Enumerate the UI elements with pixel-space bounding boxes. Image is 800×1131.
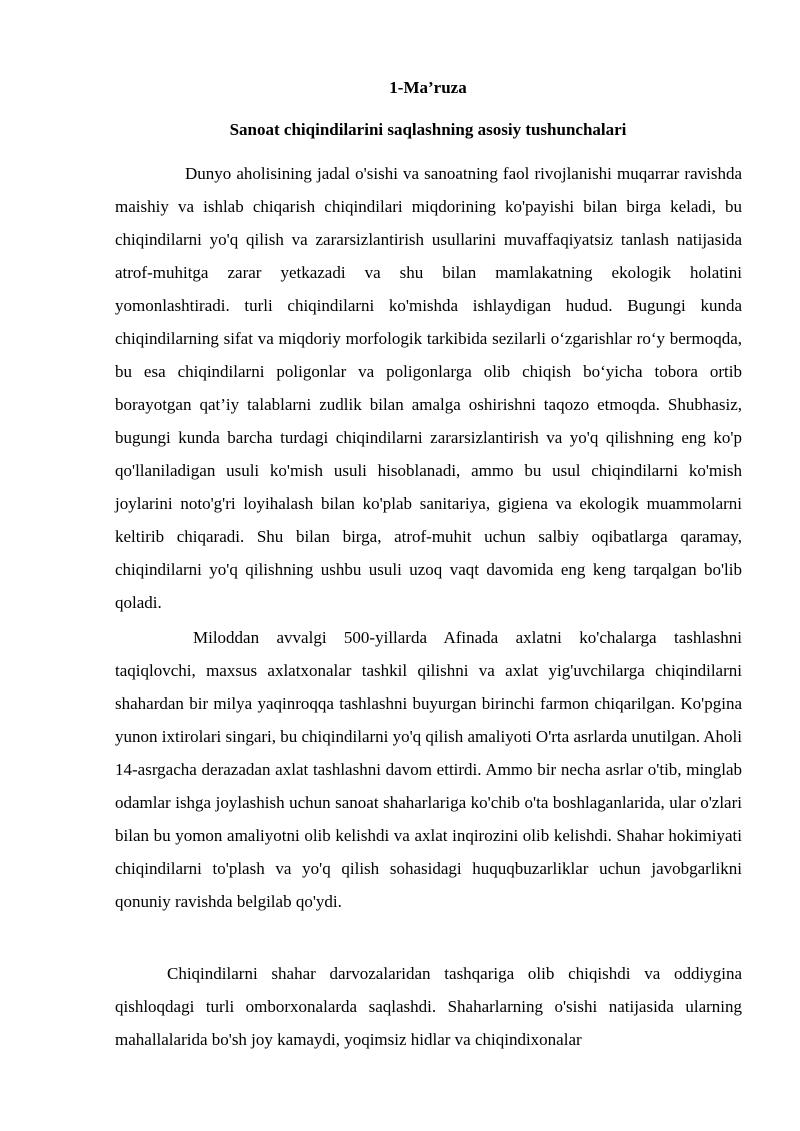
lecture-subtitle: Sanoat chiqindilarini saqlashning asosiy tushunchalari xyxy=(229,120,627,139)
lecture-title: 1-Ma’ruza xyxy=(389,78,467,97)
paragraph-3: Chiqindilarni shahar darvozalaridan tashqariga olib chiqishdi va oddiygina qishloqdagi turli omborxonalarda saqlashdi. Shaharlarning o'sishi natijasida ularning mahallalarida bo'sh joy kamaydi, yoqimsiz hidlar va chiqindixonalar xyxy=(115,964,742,1049)
paragraph-1: Dunyo aholisining jadal o'sishi va sanoatning faol rivojlanishi muqarrar ravishda maishiy va ishlab chiqarish chiqindilari miqdorining ko'payishi bilan birga keladi, bu chiqindilarni yo'q qilish va zararsizlantirish usullarini muvaffaqiyatsiz tanlash natijasida atrof-muhitga zarar yetkazadi va shu bilan mamlakatning ekologik holatini yomonlashtiradi. turli chiqindilarni ko'mishda ishlaydigan hudud. Bugungi kunda chiqindilarning sifat va miqdoriy morfologik tarkibida sezilarli o‘zgarishlar ro‘y bermoqda, bu esa chiqindilarni poligonlar va poligonlarga olib chiqish bo‘yicha tobora ortib borayotgan qat’iy talablarni zudlik bilan amalga oshirishni taqozo etmoqda. Shubhasiz, bugungi kunda barcha turdagi chiqindilarni zararsizlantirish va yo'q qilishning eng ko'p qo'llaniladigan usuli ko'mish usuli hisoblanadi, ammo bu usul chiqindilarni ko'mish joylarini noto'g'ri loyihalash bilan ko'plab sanitariya, gigiena va ekologik muammolarni keltirib chiqaradi. Shu bilan birga, atrof-muhit uchun salbiy oqibatlarga qaramay, chiqindilarni yo'q qilishning ushbu usuli uzoq vaqt davomida eng keng tarqalgan bo'lib qoladi. xyxy=(115,164,742,612)
paragraph-2: Miloddan avvalgi 500-yillarda Afinada axlatni ko'chalarga tashlashni taqiqlovchi, maxsus axlatxonalar tashkil qilishni va axlat yig'uvchilarga chiqindilarni shahardan bir milya yaqinroqqa tashlashni buyurgan birinchi farmon chiqarilgan. Ko'pgina yunon ixtirolari singari, bu chiqindilarni yo'q qilish amaliyoti O'rta asrlarda unutilgan. Aholi 14-asrgacha derazadan axlat tashlashni davom ettirdi. Ammo bir necha asrlar o'tib, minglab odamlar ishga joylashish uchun sanoat shaharlariga ko'chib o'ta boshlaganlarida, ular o'zlari bilan bu yomon amaliyotni olib kelishdi va axlat inqirozini olib kelishdi. Shahar hokimiyati chiqindilarni to'plash va yo'q qilish sohasidagi huquqbuzarliklar uchun javobgarlikni qonuniy ravishda belgilab qo'ydi. xyxy=(115,628,742,911)
